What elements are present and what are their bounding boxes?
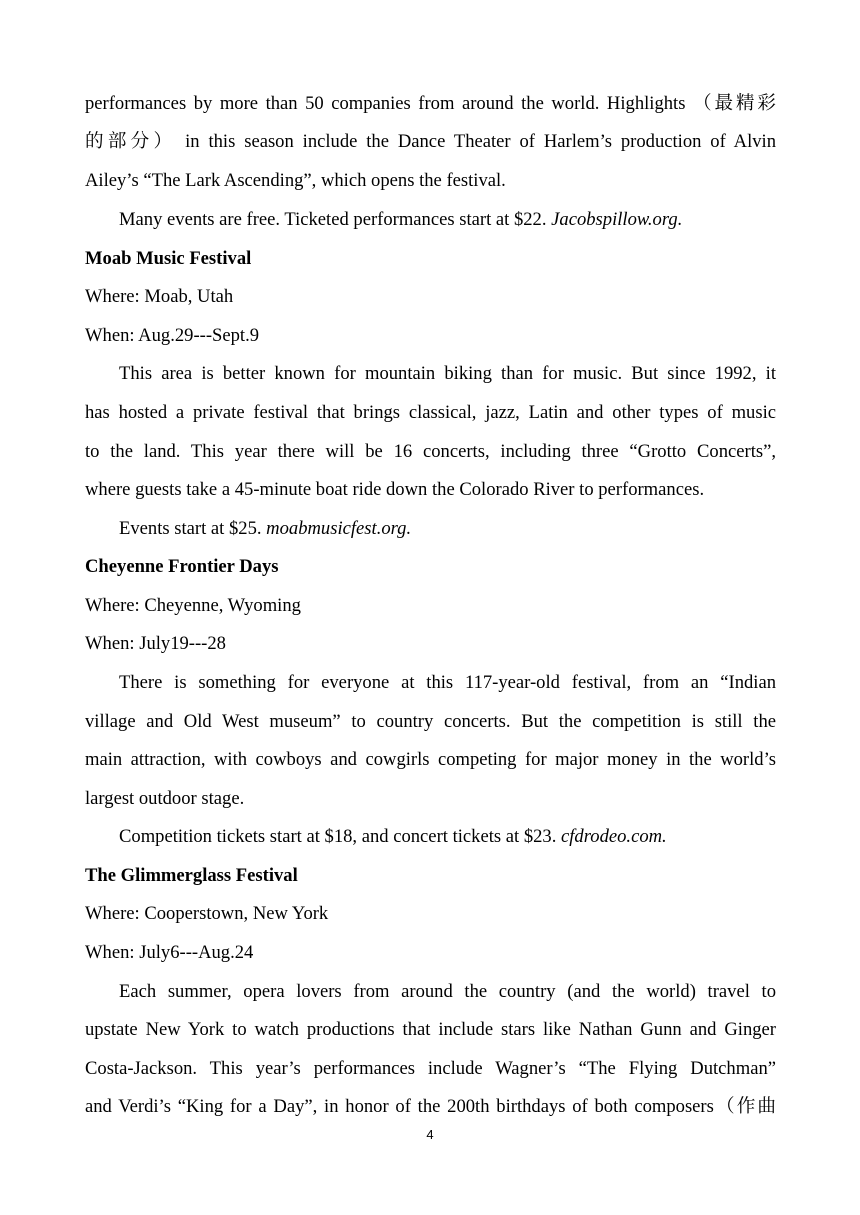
paragraph-line: Costa-Jackson. This year’s performances include Wagner’s “The Flying Dutchman” [85, 1058, 776, 1079]
paragraph-line: upstate New York to watch productions that include stars like Nathan Gunn and Ginger [85, 1019, 776, 1040]
paragraph-line: largest outdoor stage. [85, 788, 245, 809]
website-link[interactable]: moabmusicfest.org. [266, 518, 412, 539]
when-line: When: July6---Aug.24 [85, 942, 254, 963]
tickets-text: Events start at $25. [119, 518, 267, 539]
paragraph-line: village and Old West museum” to country concerts. But the competition is still the [85, 711, 776, 732]
paragraph-line: performances by more than 50 companies from around the world. Highlights （最精彩 [85, 93, 776, 114]
section-heading: Cheyenne Frontier Days [85, 556, 279, 577]
paragraph-line: This area is better known for mountain biking than for music. But since 1992, it [119, 363, 776, 384]
when-line: When: July19---28 [85, 633, 226, 654]
paragraph-line: There is something for everyone at this 117-year-old festival, from an “Indian [119, 672, 776, 693]
paragraph-line: to the land. This year there will be 16 concerts, including three “Grotto Concerts”, [85, 441, 776, 462]
when-line: When: Aug.29---Sept.9 [85, 325, 260, 346]
website-link[interactable]: Jacobspillow.org. [551, 209, 683, 230]
where-line: Where: Cooperstown, New York [85, 903, 329, 924]
tickets-text: Competition tickets start at $18, and concert tickets at $23. [119, 826, 562, 847]
paragraph-line: Ailey’s “The Lark Ascending”, which opens the festival. [85, 170, 506, 191]
tickets-line [119, 208, 776, 232]
paragraph-line: has hosted a private festival that brings classical, jazz, Latin and other types of music [85, 402, 776, 423]
tickets-line [119, 825, 776, 849]
paragraph-line: main attraction, with cowboys and cowgirls competing for major money in the world’s [85, 749, 776, 770]
tickets-line [119, 517, 776, 541]
paragraph-line: Each summer, opera lovers from around the country (and the world) travel to [119, 981, 776, 1002]
section-heading: Moab Music Festival [85, 248, 252, 269]
paragraph-line: 的部分） in this season include the Dance Theater of Harlem’s production of Alvin [85, 131, 776, 152]
website-link[interactable]: cfdrodeo.com. [561, 826, 667, 847]
where-line: Where: Cheyenne, Wyoming [85, 595, 301, 616]
tickets-text: Many events are free. Ticketed performances start at $22. [119, 209, 552, 230]
where-line: Where: Moab, Utah [85, 286, 234, 307]
section-heading: The Glimmerglass Festival [85, 865, 298, 886]
paragraph-line: where guests take a 45-minute boat ride down the Colorado River to performances. [85, 479, 705, 500]
paragraph-line: and Verdi’s “King for a Day”, in honor of the 200th birthdays of both composers（作曲 [85, 1096, 776, 1117]
page-number: 4 [426, 1127, 434, 1142]
